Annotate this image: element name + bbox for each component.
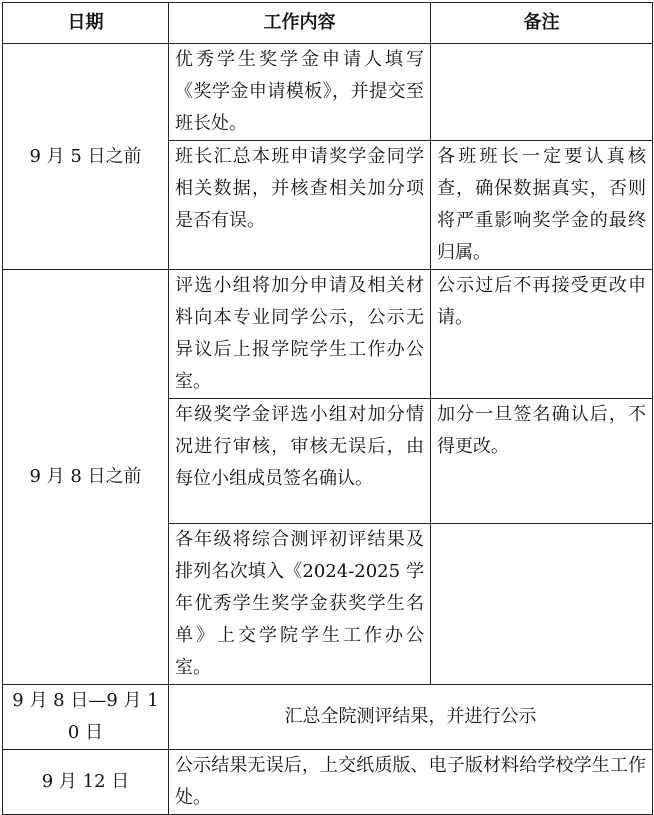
content-cell: 年级奖学金评选小组对加分情况进行审核，审核无误后，由每位小组成员签名确认。: [169, 399, 431, 524]
content-cell: 各年级将综合测评初评结果及排列名次填入《2024-2025 学年优秀学生奖学金获奖学生名单》上交学院学生工作办公室。: [169, 524, 431, 685]
table-row: [3, 44, 653, 141]
content-cell: 班长汇总本班申请奖学金同学相关数据，并核查相关加分项是否有误。: [169, 141, 431, 270]
note-cell: [431, 44, 653, 141]
content-cell: 汇总全院测评结果，并进行公示: [169, 685, 653, 750]
content-cell: 评选小组将加分申请及相关材料向本专业同学公示，公示无异议后上报学院学生工作办公室。: [169, 270, 431, 399]
table-row: [3, 270, 653, 399]
note-cell: 公示过后不再接受更改申请。: [431, 270, 653, 399]
note-cell: 各班班长一定要认真核查，确保数据真实，否则将严重影响奖学金的最终归属。: [431, 141, 653, 270]
table-row: [3, 750, 653, 815]
schedule-table: [2, 2, 653, 815]
note-cell: 加分一旦签名确认后，不得更改。: [431, 399, 653, 524]
content-cell: 优秀学生奖学金申请人填写《奖学金申请模板》，并提交至班长处。: [169, 44, 431, 141]
header-date: 日期: [3, 3, 169, 44]
note-cell: [431, 524, 653, 685]
date-cell: 9 月 5 日之前: [3, 44, 169, 270]
date-cell: 9 月 8 日—9 月 10 日: [3, 685, 169, 750]
date-cell: 9 月 8 日之前: [3, 270, 169, 685]
header-content: 工作内容: [169, 3, 431, 44]
header-note: 备注: [431, 3, 653, 44]
date-cell: 9 月 12 日: [3, 750, 169, 815]
table-header-row: [3, 3, 653, 44]
content-cell: 公示结果无误后，上交纸质版、电子版材料给学校学生工作处。: [169, 750, 653, 815]
table-row: [3, 685, 653, 750]
